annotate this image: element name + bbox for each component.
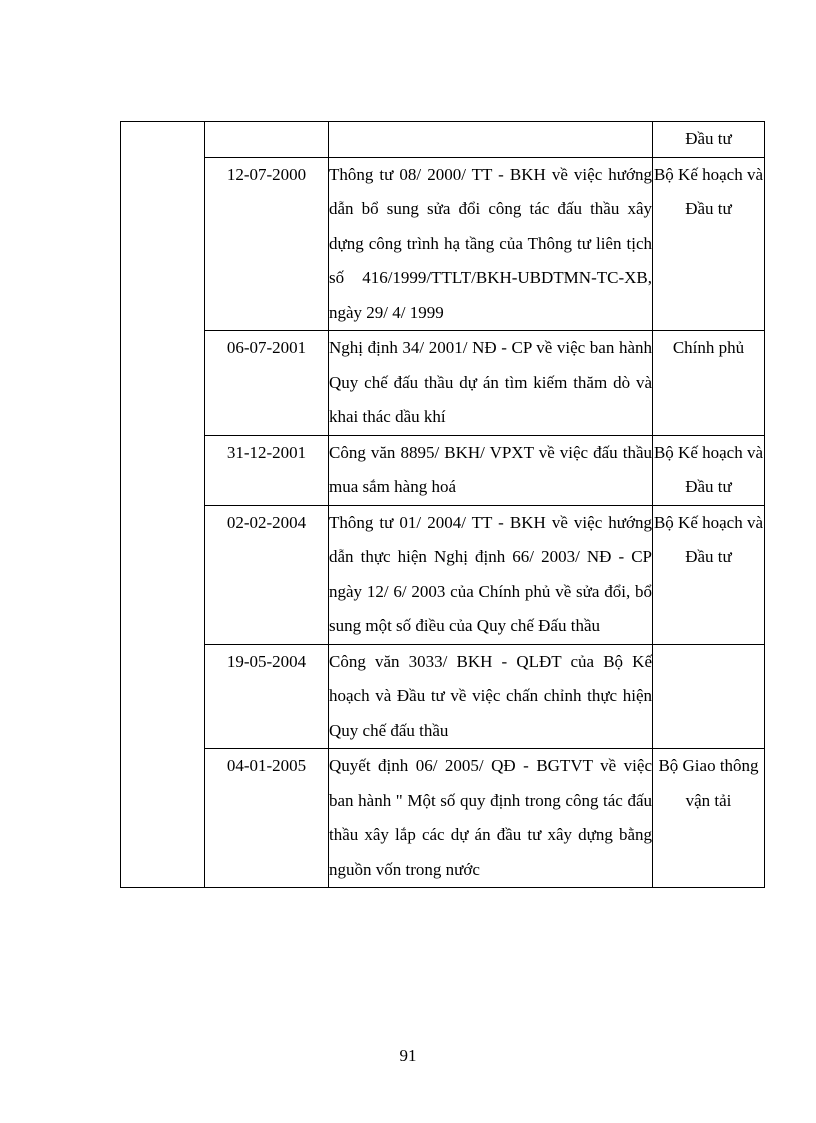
description-cell xyxy=(329,122,653,158)
table-row xyxy=(121,435,765,505)
table-row xyxy=(121,122,765,158)
regulations-table xyxy=(120,121,765,888)
issuer-cell: Bộ Kế hoạch và Đầu tư xyxy=(653,435,765,505)
description-cell: Công văn 3033/ BKH - QLĐT của Bộ Kế hoạch và Đầu tư về việc chấn chỉnh thực hiện Quy chế đấu thầu xyxy=(329,644,653,749)
issuer-cell: Bộ Kế hoạch và Đầu tư xyxy=(653,157,765,331)
table-row xyxy=(121,331,765,436)
issuer-cell: Chính phủ xyxy=(653,331,765,436)
date-cell: 04-01-2005 xyxy=(205,749,329,888)
table-row xyxy=(121,644,765,749)
description-cell: Quyết định 06/ 2005/ QĐ - BGTVT về việc ban hành " Một số quy định trong công tác đấu thầu xây lắp các dự án đầu tư xây dựng bằng nguồn vốn trong nước xyxy=(329,749,653,888)
date-cell: 02-02-2004 xyxy=(205,505,329,644)
date-cell: 06-07-2001 xyxy=(205,331,329,436)
table-row xyxy=(121,505,765,644)
date-cell: 31-12-2001 xyxy=(205,435,329,505)
date-cell: 12-07-2000 xyxy=(205,157,329,331)
description-cell: Nghị định 34/ 2001/ NĐ - CP về việc ban hành Quy chế đấu thầu dự án tìm kiếm thăm dò và khai thác dầu khí xyxy=(329,331,653,436)
date-cell xyxy=(205,122,329,158)
date-cell: 19-05-2004 xyxy=(205,644,329,749)
issuer-cell: Đầu tư xyxy=(653,122,765,158)
page-number: 91 xyxy=(399,1046,417,1065)
description-cell: Công văn 8895/ BKH/ VPXT về việc đấu thầu mua sắm hàng hoá xyxy=(329,435,653,505)
table-row xyxy=(121,749,765,888)
description-cell: Thông tư 08/ 2000/ TT - BKH về việc hướng dẫn bổ sung sửa đổi công tác đấu thầu xây dựng công trình hạ tầng của Thông tư liên tịch số 416/1999/TTLT/BKH-UBDTMN-TC-XB, ngày 29/ 4/ 1999 xyxy=(329,157,653,331)
issuer-cell: Bộ Giao thông vận tải xyxy=(653,749,765,888)
issuer-cell: Bộ Kế hoạch và Đầu tư xyxy=(653,505,765,644)
table-row xyxy=(121,157,765,331)
index-cell xyxy=(121,122,205,888)
issuer-cell xyxy=(653,644,765,749)
description-cell: Thông tư 01/ 2004/ TT - BKH về việc hướng dẫn thực hiện Nghị định 66/ 2003/ NĐ - CP ngày 12/ 6/ 2003 của Chính phủ về sửa đổi, bổ sung một số điều của Quy chế Đấu thầu xyxy=(329,505,653,644)
